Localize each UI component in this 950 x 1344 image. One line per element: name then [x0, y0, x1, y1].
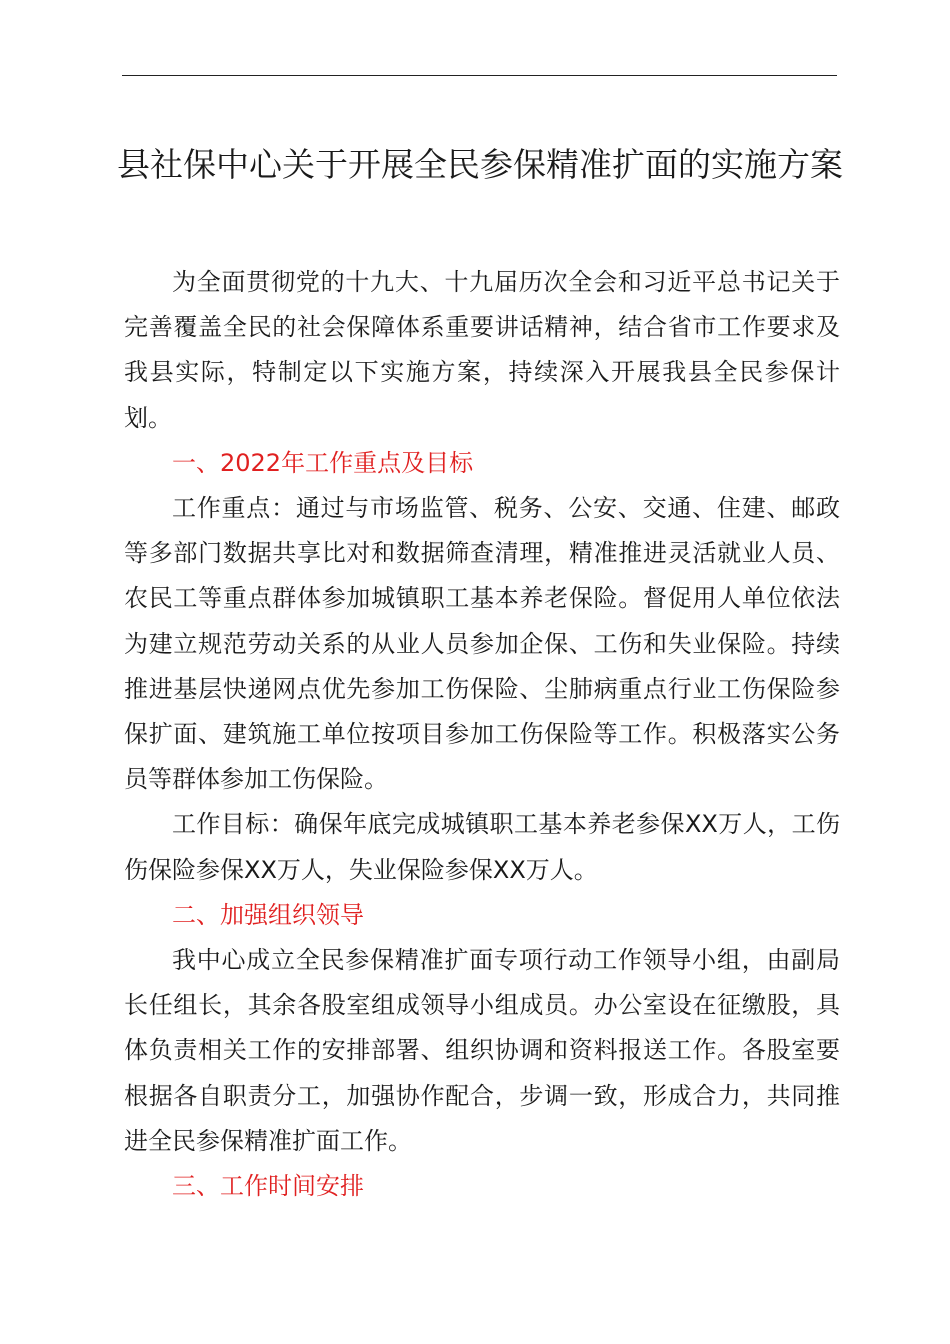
section-1-paragraph-2: 工作目标：确保年底完成城镇职工基本养老参保XX万人，工伤伤保险参保XX万人，失业保险参保XX万人。 — [124, 810, 840, 884]
document-title: 县社保中心关于开展全民参保精准扩面的实施方案 — [117, 145, 843, 184]
section-3-heading: 三、工作时间安排 — [172, 1172, 364, 1201]
section-1-paragraph-1: 工作重点：通过与市场监管、税务、公安、交通、住建、邮政等多部门数据共享比对和数据筛查清理，精准推进灵活就业人员、农民工等重点群体参加城镇职工基本养老保险。督促用人单位依法为建立规范劳动关系的从业人员参加企保、工伤和失业保险。持续推进基层快递网点优先参加工伤保险、尘肺病重点行业工伤保险参保扩面、建筑施工单位按项目参加工伤保险等工作。积极落实公务员等群体参加工伤保险。 — [124, 494, 840, 794]
header-rule — [122, 75, 837, 76]
section-1-heading: 一、2022年工作重点及目标 — [172, 448, 474, 477]
section-2-heading: 二、加强组织领导 — [172, 900, 364, 929]
section-2-paragraph-1: 我中心成立全民参保精准扩面专项行动工作领导小组，由副局长任组长，其余各股室组成领导小组成员。办公室设在征缴股，具体负责相关工作的安排部署、组织协调和资料报送工作。各股室要根据各自职责分工，加强协作配合，步调一致，形成合力，共同推进全民参保精准扩面工作。 — [124, 946, 840, 1155]
document-body — [124, 260, 840, 1209]
intro-paragraph: 为全面贯彻党的十九大、十九届历次全会和习近平总书记关于完善覆盖全民的社会保障体系重要讲话精神，结合省市工作要求及我县实际，特制定以下实施方案，持续深入开展我县全民参保计划。 — [124, 268, 840, 432]
